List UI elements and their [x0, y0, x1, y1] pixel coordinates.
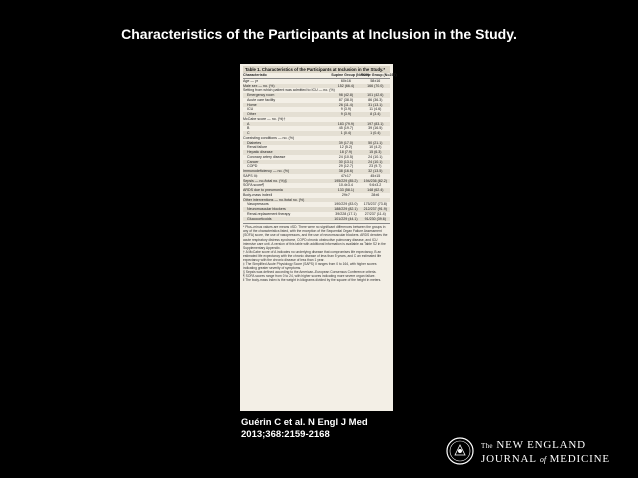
row-label: Other interventions — no./total no. (%) — [243, 198, 331, 203]
row-label: Setting from which patient was admitted to ICU — no. (%) — [243, 88, 335, 93]
row-label: Home — [243, 103, 331, 108]
journal-name — [481, 439, 610, 466]
prone-value: 101 (42.6) — [361, 93, 390, 98]
row-label: Male sex — no. (%) — [243, 84, 331, 89]
supine-value: 38 (16.6) — [331, 169, 360, 174]
prone-value: 39 (16.5) — [368, 126, 383, 131]
journal-name-the: The — [481, 442, 493, 450]
supine-value: 9 (3.9) — [340, 107, 352, 112]
prone-value: 1 (0.4) — [361, 131, 390, 136]
prone-value: 194/236 (82.2) — [361, 179, 390, 184]
supine-value: 190/229 (83.0) — [334, 202, 358, 207]
supine-value: 39 (17.0) — [331, 141, 360, 146]
row-label: A — [243, 122, 331, 127]
row-label: Emergency room — [243, 93, 331, 98]
row-label: Hepatic disease — [243, 150, 331, 155]
table-body — [243, 78, 390, 221]
supine-value: 195/229 (85.2) — [331, 179, 360, 184]
table-title: Table 1. Characteristics of the Participants at Inclusion in the Study.* — [243, 66, 390, 73]
supine-value: 9 (3.9) — [331, 112, 360, 117]
slide-title: Characteristics of the Participants at Inclusion in the Study. — [121, 26, 517, 42]
prone-value: 45±15 — [370, 173, 381, 178]
row-label: ARDS due to pneumonia — [243, 188, 331, 193]
row-label: Renal failure — [247, 145, 268, 150]
prone-value: 175/237 (73.8) — [363, 202, 387, 207]
prone-value: 31 (13.1) — [361, 103, 390, 108]
row-label: Other — [243, 112, 331, 117]
supine-value: 45 (19.7) — [338, 126, 354, 131]
table-row — [243, 217, 390, 222]
row-label: Neuromuscular blockers — [243, 207, 331, 212]
footnote: ‡ The Simplified Acute Physiology Score (SAPS) II ranges from 0 to 164, with higher scores indicating greater severity of symptoms. — [243, 262, 377, 271]
prone-value: 197 (83.1) — [361, 122, 390, 127]
prone-value: 27/237 (11.4) — [364, 211, 386, 216]
supine-value: 98 (42.8) — [331, 93, 360, 98]
prone-value: 50 (21.1) — [361, 141, 390, 146]
supine-value: 152 (66.4) — [331, 84, 360, 89]
prone-value: 28±6 — [371, 192, 380, 197]
supine-value: 18 (7.9) — [331, 150, 360, 155]
supine-value: 30 (13.1) — [331, 160, 360, 165]
row-label: COPD — [247, 164, 258, 169]
row-label: C — [243, 131, 331, 136]
prone-value: 86 (36.3) — [368, 97, 383, 102]
prone-value: 8 (3.4) — [361, 112, 390, 117]
prone-value: 9.6±3.2 — [369, 183, 382, 188]
characteristics-table — [243, 73, 397, 221]
prone-value: 24 (10.1) — [368, 154, 383, 159]
supine-value: 24 (10.5) — [338, 154, 354, 159]
supine-value: 87 (38.0) — [338, 97, 354, 102]
row-label: Vasopressors — [247, 202, 269, 207]
prone-value: 166 (70.0) — [361, 84, 390, 89]
row-label: Diabetes — [243, 141, 331, 146]
supine-value: 26 (11.4) — [331, 103, 360, 108]
journal-name-journal: JOURNAL — [481, 453, 537, 465]
table-figure — [240, 64, 397, 411]
footnote: ‖ The body-mass index is the weight in kilograms divided by the square of the height in meters. — [243, 278, 382, 283]
row-label: Coronary artery disease — [247, 154, 286, 159]
supine-value: 29 (12.7) — [338, 164, 354, 169]
prone-value: 23 (9.7) — [369, 164, 382, 169]
row-label: Sepsis — no./total no. (%)§ — [243, 179, 331, 184]
row-label: Cancer — [243, 160, 331, 165]
journal-name-line2 — [481, 453, 610, 466]
supine-value: 47±17 — [340, 173, 351, 178]
supine-value: 1 (0.4) — [331, 131, 360, 136]
citation-authors: Guérin C et al. N Engl J Med — [241, 417, 368, 428]
journal-name-of: of — [539, 455, 547, 464]
prone-value: 15 (6.3) — [361, 150, 390, 155]
journal-seal-icon — [446, 437, 474, 465]
prone-value: 11 (4.6) — [369, 107, 382, 112]
journal-name-new-england: NEW ENGLAND — [496, 439, 586, 451]
supine-value: 29±7 — [341, 192, 350, 197]
prone-value: 32 (13.5) — [361, 169, 390, 174]
prone-value: 91/230 (39.6) — [361, 217, 390, 222]
supine-value: 12 (5.2) — [339, 145, 353, 150]
row-label: Renal-replacement therapy — [247, 211, 291, 216]
footnote: † A McCabe score of A indicates no underlying disease that compromises life expectancy, B an estimated life expectancy with the chronic disease of less than 5 years, and C an estimated life expectancy with the chronic disease of less than 1 year. — [243, 249, 382, 262]
supine-value: 60±16 — [340, 78, 351, 83]
prone-value: 10 (4.2) — [369, 145, 382, 150]
supine-value: 101/229 (44.1) — [331, 217, 360, 222]
row-label: Body-mass index‖ — [243, 192, 273, 197]
row-label: Age — yr — [243, 78, 258, 83]
citation — [241, 417, 368, 441]
footnote: § Sepsis was defined according to the American–European Consensus Conference criteria. — [243, 270, 377, 275]
journal-name-line1 — [481, 439, 610, 453]
row-label: Immunodeficiency — no. (%) — [243, 169, 331, 174]
journal-name-medicine: MEDICINE — [549, 453, 610, 465]
citation-reference: 2013;368:2159-2168 — [241, 429, 330, 440]
prone-value: 212/237 (91.9) — [361, 207, 390, 212]
supine-value: 133 (58.1) — [331, 188, 360, 193]
row-label: Glucocorticoids — [243, 217, 331, 222]
supine-value: 10.4±3.4 — [338, 183, 353, 188]
header-characteristic: Characteristic — [243, 73, 267, 77]
header-prone: Prone Group (N=237) — [360, 73, 397, 77]
row-label: McCabe score — no. (%)† — [243, 116, 286, 121]
supine-value: 183 (79.9) — [331, 122, 360, 127]
row-label: B — [247, 126, 250, 131]
row-label: Acute care facility — [247, 97, 276, 102]
prone-value: 24 (10.1) — [361, 160, 390, 165]
footnote: * Plus–minus values are means ±SD. There were no significant differences between the groups in any of the characteristics listed, with the exception of the Sequential Organ Failure Assessment (SOFA) score, the use of vasopressors, and the use of neuromuscular blockers. ARDS denotes the acute respiratory distress syndrome, COPD chronic obstructive pulmonary disease, and ICU intensive care unit. A version of this table with additional information is available as Table S2 in the Supplementary Appendix. — [243, 225, 388, 250]
row-label: ICU — [247, 107, 254, 112]
row-label: SOFA score¶ — [243, 183, 265, 188]
table-footnotes — [243, 223, 390, 282]
row-label: Coexisting conditions — no. (%) — [243, 135, 295, 140]
supine-value: 39/228 (17.1) — [335, 211, 357, 216]
row-label: SAPS II‡ — [243, 173, 258, 178]
footnote: ¶ SOFA scores range from 0 to 24, with higher scores indicating more severe organ failure. — [243, 274, 376, 279]
supine-value: 188/229 (82.1) — [331, 207, 360, 212]
prone-value: 58±16 — [370, 78, 381, 83]
prone-value: 148 (62.4) — [361, 188, 390, 193]
header-supine: Supine Group (N=229) — [331, 73, 370, 77]
